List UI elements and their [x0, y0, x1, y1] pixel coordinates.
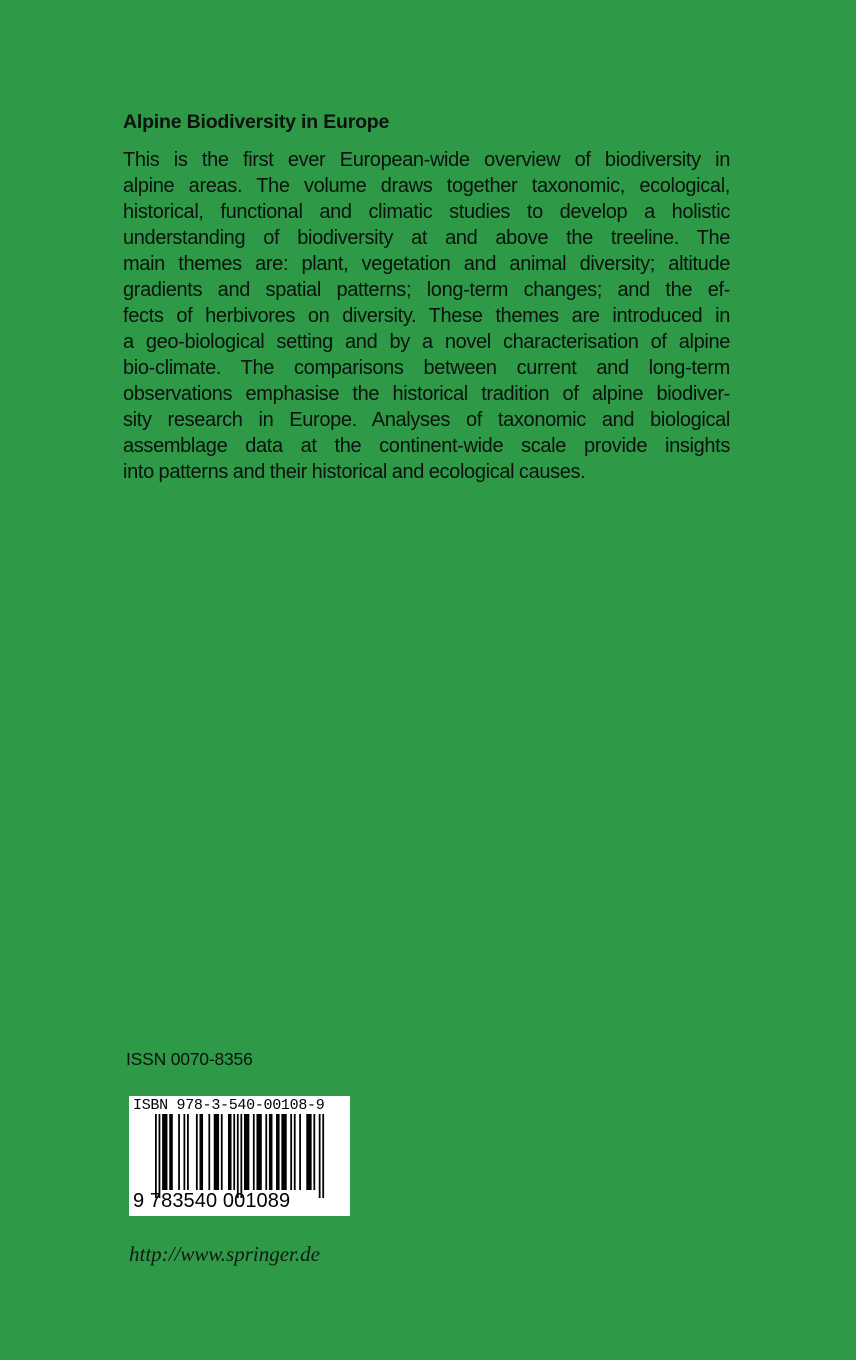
blurb-line: historical, functional and climatic studies to develop a holistic [123, 201, 730, 223]
publisher-url: http://www.springer.de [129, 1242, 320, 1266]
isbn-label: ISBN 978-3-540-00108-9 [133, 1097, 325, 1114]
blurb-line: sity research in Europe. Analyses of taxonomic and biological [123, 409, 730, 431]
barcode-bar [228, 1114, 232, 1190]
barcode-bar [178, 1114, 180, 1190]
blurb-line: gradients and spatial patterns; long-term changes; and the ef- [123, 279, 730, 301]
blurb-line: This is the first ever European-wide overview of biodiversity in [123, 149, 730, 171]
barcode-bar [162, 1114, 167, 1190]
barcode-bar [244, 1114, 249, 1190]
barcode-bar [196, 1114, 198, 1190]
barcode-bar [276, 1114, 280, 1190]
barcode-bar [265, 1114, 267, 1190]
barcode-bar [299, 1114, 301, 1190]
barcode-guard-bar [155, 1114, 157, 1198]
barcode-bar [208, 1114, 210, 1190]
barcode-bar [233, 1114, 235, 1190]
isbn-barcode [129, 1096, 350, 1216]
barcode-bar [294, 1114, 296, 1190]
blurb-line: bio-climate. The comparisons between current and long-term [123, 357, 730, 379]
blurb-line: main themes are: plant, vegetation and animal diversity; altitude [123, 253, 730, 275]
blurb-line: observations emphasise the historical tradition of alpine biodiver- [123, 383, 730, 405]
barcode-bar [290, 1114, 292, 1190]
barcode-bar [169, 1114, 173, 1190]
barcode-bar [221, 1114, 223, 1190]
issn-number: ISSN 0070-8356 [126, 1049, 253, 1069]
barcode-bar [187, 1114, 189, 1190]
barcode-bar [183, 1114, 185, 1190]
blurb-text [123, 147, 730, 485]
blurb-line: assemblage data at the continent-wide scale provide insights [123, 435, 730, 457]
barcode-digits: 9 783540 001089 [133, 1190, 291, 1212]
blurb-line: alpine areas. The volume draws together taxonomic, ecological, [123, 175, 730, 197]
barcode-bar [281, 1114, 286, 1190]
book-title: Alpine Biodiversity in Europe [123, 111, 390, 133]
barcode-bar [253, 1114, 255, 1190]
barcode-guard-bar [237, 1114, 239, 1198]
blurb-line: a geo-biological setting and by a novel characterisation of alpine [123, 331, 730, 353]
barcode-bar [269, 1114, 273, 1190]
barcode-guard-bar [159, 1114, 161, 1198]
barcode-bar [306, 1114, 311, 1190]
barcode-guard-bar [322, 1114, 324, 1198]
barcode-bar [313, 1114, 315, 1190]
barcode-bar [214, 1114, 219, 1190]
barcode-bar [256, 1114, 261, 1190]
blurb-line: understanding of biodiversity at and above the treeline. The [123, 227, 730, 249]
blurb-line: into patterns and their historical and ecological causes. [123, 461, 586, 483]
blurb-line: fects of herbivores on diversity. These themes are introduced in [123, 305, 730, 327]
barcode-guard-bar [240, 1114, 242, 1198]
barcode-guard-bar [319, 1114, 321, 1198]
barcode-bar [200, 1114, 204, 1190]
